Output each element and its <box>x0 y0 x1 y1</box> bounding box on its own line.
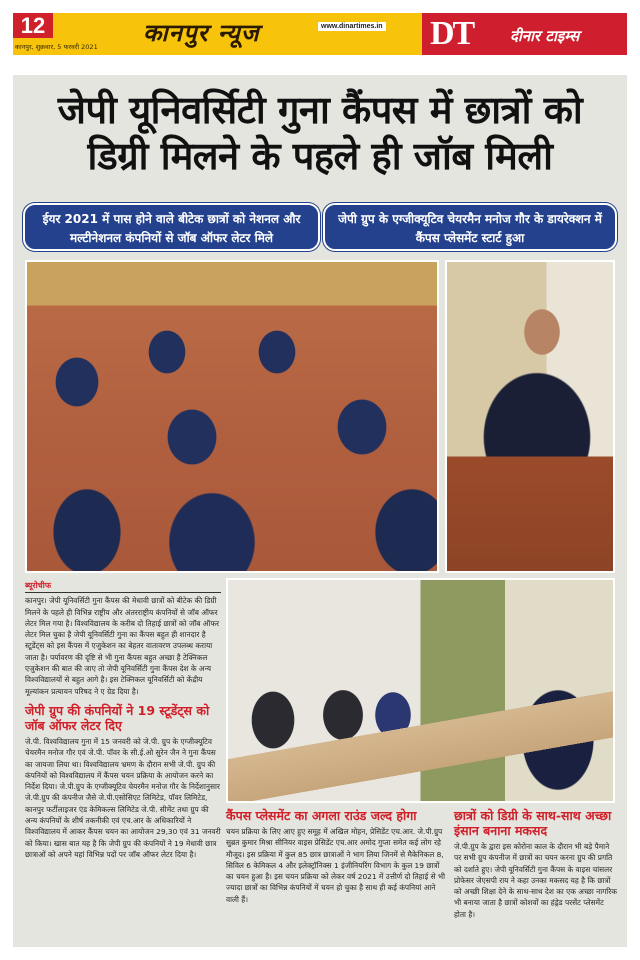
byline: ब्यूरोचीफ <box>25 580 221 593</box>
body-next-round: चयन प्रक्रिया के लिए आए हुए समूह में अखिल मोहन, प्रेसिडेंट एच.आर. जे.पी.ग्रुप सुब्रत कुमार मिश्रा सीनियर वाइस प्रेसिडेंट एच.आर अमोद गुप्ता समेत कई लोग रहे मौजूद। इस प्रक्रिया में कुल 85 छात्र छात्राओं ने भाग लिया जिनमें से मैकेनिकल 8, सिविल 6 केमिकल 4 और इलेक्ट्रॉनिक्स 1 इंजीनियरिंग विभाग के कुल 19 छात्रों का चयन हुआ है। इस चयन प्रक्रिया को लेकर वर्ष 2021 में उत्तीर्ण दो तिहाई से भी ज्यादा छात्रों का विभिन्न कंपनियों में चयन हो चुका है साथ ही कई कंपनियां आने वाली हैं। <box>226 827 446 904</box>
column-right <box>454 808 617 920</box>
section-title: कानपुर न्यूज <box>143 18 260 47</box>
brand-logo-icon: DT <box>430 15 474 52</box>
body-good-human: जे.पी.ग्रुप के द्वारा इस कोरोना काल के दौरान भी बड़े पैमाने पर सभी ग्रुप कंपनीज में छात्रों का चयन करना ग्रुप की प्रगति को दर्शाते हुए। जेपी यूनिवर्सिटी गुना कैंपस के वाइस चांसलर प्रोफेसर जेएसपी राय ने कहा उनका मकसद यह है कि छात्रों को अच्छी शिक्षा देने के साथ-साथ देश का एक अच्छा नागरिक भी बनाया जाता है छात्रों कोशवों का हंड्रेड परसेंट प्लेसमेंट होता है। <box>454 842 617 919</box>
intro-paragraph: कानपुर। जेपी यूनिवर्सिटी गुना कैंपस की मेधावी छात्रों को बीटेक की डिग्री मिलने के पहले ही विभिन्न राष्ट्रीय और अंतरराष्ट्रीय कंपनियों से जॉब ऑफर लेटर मिल गया है। विश्वविद्यालय के करीब दो तिहाई छात्रों को जॉब ऑफर लेटर मिल चुका है जेपी यूनिवर्सिटी गुना का कैंपस बहुत ही शानदार है स्टूडेंट्स को इस कैंपस में एजुकेशन का बेहतर वातावरण उपलब्ध कराया जाता है। पर्यावरण की दृष्टि से भी गुना कैंपस बहुत अच्छा है टेक्निकल एजुकेशन की बात की जाए तो जेपी यूनिवर्सिटी गुना कैंपस देश के अन्य विश्वविद्यालयों से बहुत आगे है। इस टेक्निकल यूनिवर्सिटी को केंद्रीय मूल्यांकन प्रत्यायन परिषद ने ए ग्रेड दिया है। <box>25 596 220 696</box>
brand-banner <box>422 13 627 55</box>
deck-left: ईयर 2021 में पास होने वाले बीटेक छात्रों को नेशनल और मल्टीनेशनल कंपनियों से जॉब ऑफर लेटर मिले <box>23 203 320 251</box>
photo-students-exam-hall <box>25 260 439 573</box>
masthead <box>13 13 627 55</box>
photo-speaker-at-podium <box>445 260 615 573</box>
photo-interview-panel <box>226 578 615 803</box>
column-middle <box>226 808 448 905</box>
article-panel <box>13 75 627 947</box>
deck-right: जेपी ग्रुप के एग्जीक्यूटिव चेयरमैन मनोज गौर के डायरेक्शन में कैंपस प्लेसमेंट स्टार्ट हुआ <box>323 203 617 251</box>
website-link[interactable]: www.dinartimes.in <box>318 22 386 31</box>
headline: जेपी यूनिवर्सिटी गुना कैंपस में छात्रों को डिग्री मिलने के पहले ही जॉब मिली <box>57 88 583 178</box>
body-job-offers: जे.पी. विश्वविद्यालय गुना में 15 जनवरी को जे.पी. ग्रुप के एग्जीक्यूटिव चेयरमैन मनोज गौर एवं जे.पी. पॉवर के सी.ई.ओ सुरेन जैन ने गुना कैंपस का जायजा लिया था। विश्वविद्यालय भ्रमण के दौरान सभी जे.पी. ग्रुप की कंपनियों को विश्वविद्यालय में कैंपस चयन प्रक्रिया के आयोजन करने का निर्देश दिया। जे.पी.ग्रुप के एग्जीक्यूटिव चेयरमैन मनोज गौर के निर्देशानुसार जे.पी.ग्रुप की कंपनीज जैसे जे.पी.एसोसिएट लिमिटेड, पॉवर लिमिटेड, कानपुर फर्टीलाइजर एंड केमिकल्स लिमिटेड जे.पी. सीमेंट तथा ग्रुप की अन्य कंपनियों के शीर्ष तकनीकी एवं एच.आर के अधिकारियों ने विश्वविद्यालय में आकर कैंपस चयन का आयोजन 29,30 एवं 31 जनवरी को किया। खास बात यह है कि जेपी ग्रुप की कंपनियों ने 19 मेधावी छात्र छात्राओं को अपने यहां विभिन्न पदों पर जॉब ऑफर लेटर दिया है। <box>25 736 221 859</box>
page-number: 12 <box>13 13 53 38</box>
brand-name: दीनार टाइम्स <box>510 27 580 45</box>
subhead-job-offers: जेपी ग्रुप की कंपनियों ने 19 स्टूडेंट्स को जॉब ऑफर लेटर दिए <box>25 702 210 733</box>
column-left <box>25 580 221 860</box>
subhead-next-round: कैंपस प्लेसमेंट का अगला राउंड जल्द होगा <box>226 808 417 823</box>
dateline: कानपुर, शुक्रवार, 5 फरवरी 2021 <box>15 43 98 51</box>
subhead-good-human: छात्रों को डिग्री के साथ-साथ अच्छा इंसान बनाना मकसद <box>454 808 612 838</box>
